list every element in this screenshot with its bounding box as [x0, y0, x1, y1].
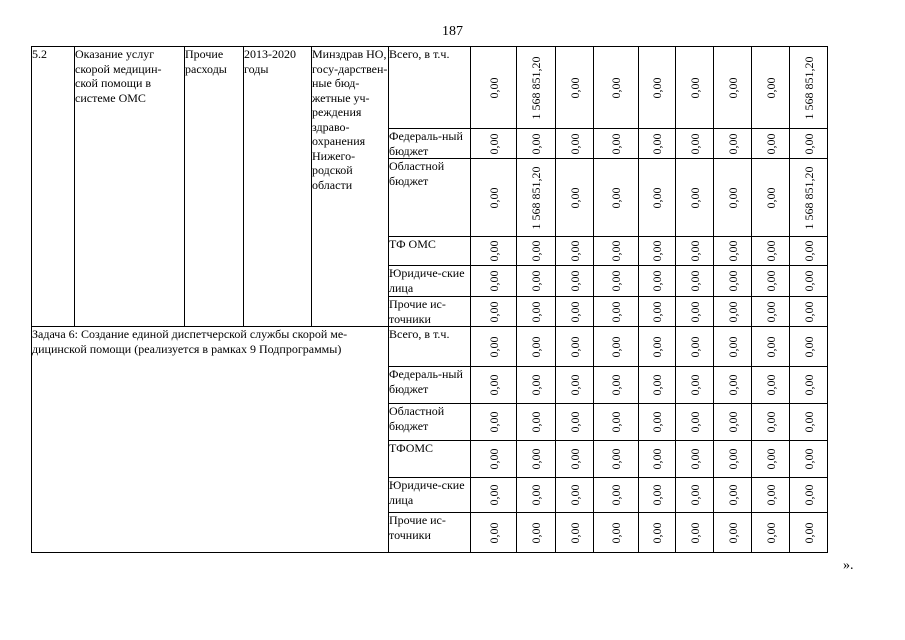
value-text: 1 568 851,20: [529, 166, 543, 229]
value-text: 0,00: [567, 240, 582, 262]
source-label: Прочие ис-точники: [389, 297, 446, 326]
value-text: 0,00: [609, 522, 623, 543]
value-text: 0,00: [650, 187, 664, 208]
value-cell: [517, 478, 556, 513]
value-text: 0,00: [725, 522, 740, 543]
value-cell: [714, 297, 752, 327]
value-text: 0,00: [650, 448, 664, 470]
value-cell: [790, 266, 828, 297]
value-text: 0,00: [687, 301, 702, 322]
table-row: [32, 327, 828, 367]
value-text: 0,00: [567, 411, 582, 433]
value-cell: [639, 47, 676, 129]
value-text: 1 568 851,20: [529, 56, 543, 119]
value-cell: [517, 129, 556, 159]
value-cell: [790, 404, 828, 441]
source-cell: [389, 327, 471, 367]
source-label: Областной бюджет: [389, 404, 445, 433]
item-number: 5.2: [32, 47, 47, 61]
value-cell: [790, 327, 828, 367]
value-cell: [556, 237, 594, 266]
value-cell: [594, 129, 639, 159]
value-text: 0,00: [725, 374, 740, 396]
source-label: Всего, в т.ч.: [389, 327, 450, 341]
value-cell: [471, 159, 517, 237]
value-text: 0,00: [567, 374, 582, 396]
value-text: 0,00: [650, 522, 664, 543]
value-text: 0,00: [801, 270, 816, 292]
value-text: 0,00: [725, 448, 740, 470]
value-text: 0,00: [801, 411, 816, 433]
value-cell: [556, 327, 594, 367]
value-cell: [594, 159, 639, 237]
source-label: Юридиче-ские лица: [389, 478, 465, 507]
value-text: 0,00: [650, 77, 664, 98]
value-cell: [471, 297, 517, 327]
value-text: 0,00: [529, 374, 543, 396]
value-cell: [517, 297, 556, 327]
value-cell: [714, 513, 752, 553]
value-cell: [471, 404, 517, 441]
value-cell: [517, 513, 556, 553]
value-cell: [556, 266, 594, 297]
value-cell: [752, 129, 790, 159]
value-text: 0,00: [486, 336, 501, 357]
budget-table-body: [32, 47, 828, 553]
value-cell: [790, 237, 828, 266]
item-expense-type-cell: [185, 47, 244, 327]
value-cell: [517, 266, 556, 297]
value-text: 0,00: [567, 133, 582, 154]
value-text: 0,00: [609, 133, 623, 154]
value-cell: [556, 404, 594, 441]
value-text: 0,00: [529, 484, 543, 506]
value-cell: [676, 513, 714, 553]
value-text: 0,00: [650, 411, 664, 433]
value-text: 0,00: [763, 411, 778, 433]
closing-quote: ».: [843, 558, 854, 573]
value-text: 0,00: [567, 484, 582, 506]
value-cell: [790, 513, 828, 553]
value-text: 0,00: [763, 484, 778, 506]
value-cell: [556, 129, 594, 159]
value-text: 0,00: [763, 374, 778, 396]
value-cell: [714, 129, 752, 159]
value-cell: [639, 297, 676, 327]
value-text: 0,00: [486, 77, 501, 98]
value-text: 0,00: [609, 270, 623, 292]
value-text: 0,00: [650, 301, 664, 322]
value-text: 1 568 851,20: [801, 166, 816, 229]
value-text: 0,00: [650, 240, 664, 262]
value-text: 0,00: [763, 187, 778, 208]
value-cell: [594, 367, 639, 404]
value-cell: [790, 129, 828, 159]
value-text: 0,00: [801, 301, 816, 322]
value-text: 0,00: [725, 133, 740, 154]
value-text: 0,00: [725, 411, 740, 433]
source-cell: [389, 441, 471, 478]
source-label: Прочие ис-точники: [389, 513, 446, 542]
value-text: 0,00: [486, 374, 501, 396]
value-text: 0,00: [486, 270, 501, 292]
value-text: 0,00: [725, 77, 740, 98]
value-cell: [676, 159, 714, 237]
value-text: 0,00: [725, 187, 740, 208]
value-text: 0,00: [567, 301, 582, 322]
value-cell: [639, 327, 676, 367]
value-cell: [790, 159, 828, 237]
value-cell: [639, 404, 676, 441]
value-text: 0,00: [529, 411, 543, 433]
value-text: 0,00: [609, 448, 623, 470]
value-cell: [714, 441, 752, 478]
value-cell: [639, 237, 676, 266]
value-cell: [639, 367, 676, 404]
value-text: 0,00: [529, 336, 543, 357]
value-cell: [517, 47, 556, 129]
value-cell: [594, 47, 639, 129]
value-text: 0,00: [687, 77, 702, 98]
value-text: 0,00: [763, 133, 778, 154]
source-cell: [389, 367, 471, 404]
value-text: 0,00: [567, 336, 582, 357]
value-cell: [639, 266, 676, 297]
value-cell: [471, 441, 517, 478]
value-text: 0,00: [529, 270, 543, 292]
source-cell: [389, 478, 471, 513]
value-text: 0,00: [567, 187, 582, 208]
source-label: Областной бюджет: [389, 159, 445, 188]
value-cell: [676, 266, 714, 297]
value-cell: [752, 367, 790, 404]
value-text: 0,00: [609, 77, 623, 98]
value-cell: [517, 367, 556, 404]
value-text: 0,00: [529, 522, 543, 543]
value-text: 0,00: [687, 240, 702, 262]
value-cell: [790, 297, 828, 327]
value-text: 0,00: [801, 448, 816, 470]
value-cell: [752, 237, 790, 266]
value-cell: [790, 441, 828, 478]
value-cell: [556, 159, 594, 237]
value-text: 0,00: [529, 240, 543, 262]
value-cell: [517, 327, 556, 367]
value-cell: [752, 297, 790, 327]
value-cell: [676, 327, 714, 367]
value-cell: [594, 478, 639, 513]
value-text: 0,00: [801, 484, 816, 506]
value-text: 0,00: [486, 484, 501, 506]
value-cell: [594, 327, 639, 367]
source-cell: [389, 129, 471, 159]
value-cell: [594, 297, 639, 327]
source-cell: [389, 266, 471, 297]
page-number: 187: [442, 24, 463, 39]
value-text: 0,00: [687, 336, 702, 357]
value-cell: [556, 47, 594, 129]
value-text: 0,00: [609, 301, 623, 322]
value-cell: [752, 404, 790, 441]
value-cell: [676, 441, 714, 478]
source-label: Юридиче-ские лица: [389, 266, 465, 295]
value-cell: [594, 237, 639, 266]
value-text: 0,00: [687, 187, 702, 208]
value-text: 0,00: [486, 522, 501, 543]
value-cell: [594, 441, 639, 478]
value-cell: [556, 478, 594, 513]
value-cell: [471, 266, 517, 297]
value-text: 0,00: [763, 448, 778, 470]
source-label: Федераль-ный бюджет: [389, 129, 463, 158]
source-cell: [389, 297, 471, 327]
value-text: 0,00: [609, 336, 623, 357]
value-cell: [517, 441, 556, 478]
item-period: 2013-2020 годы: [244, 47, 296, 76]
value-text: 0,00: [687, 411, 702, 433]
value-cell: [471, 47, 517, 129]
value-cell: [471, 513, 517, 553]
value-cell: [752, 266, 790, 297]
value-text: 0,00: [687, 133, 702, 154]
value-text: 0,00: [650, 336, 664, 357]
value-cell: [594, 404, 639, 441]
value-cell: [790, 47, 828, 129]
source-cell: [389, 159, 471, 237]
source-label: Федераль-ный бюджет: [389, 367, 463, 396]
value-text: 0,00: [687, 448, 702, 470]
value-text: 0,00: [486, 411, 501, 433]
value-text: 0,00: [687, 522, 702, 543]
value-text: 0,00: [801, 374, 816, 396]
value-text: 0,00: [687, 270, 702, 292]
value-cell: [594, 513, 639, 553]
value-text: 0,00: [650, 484, 664, 506]
value-text: 0,00: [486, 240, 501, 262]
value-cell: [676, 478, 714, 513]
value-cell: [471, 327, 517, 367]
value-text: 0,00: [725, 336, 740, 357]
value-text: 0,00: [725, 301, 740, 322]
value-cell: [752, 47, 790, 129]
value-cell: [556, 367, 594, 404]
value-text: 0,00: [650, 270, 664, 292]
value-cell: [714, 159, 752, 237]
value-text: 0,00: [687, 484, 702, 506]
value-cell: [714, 327, 752, 367]
value-text: 0,00: [529, 448, 543, 470]
source-cell: [389, 47, 471, 129]
value-text: 0,00: [609, 411, 623, 433]
value-text: 0,00: [567, 522, 582, 543]
value-cell: [556, 441, 594, 478]
value-text: 0,00: [725, 240, 740, 262]
value-cell: [714, 367, 752, 404]
value-text: 0,00: [567, 77, 582, 98]
value-text: 0,00: [801, 133, 816, 154]
item-name: Оказание услуг скорой медицин-ской помощи в системе ОМС: [75, 47, 162, 105]
value-text: 0,00: [486, 187, 501, 208]
value-text: 0,00: [687, 374, 702, 396]
value-cell: [676, 237, 714, 266]
source-cell: [389, 513, 471, 553]
source-label: Всего, в т.ч.: [389, 47, 450, 61]
value-cell: [752, 478, 790, 513]
item-period-cell: [244, 47, 312, 327]
value-text: 0,00: [763, 336, 778, 357]
item-name-cell: [75, 47, 185, 327]
value-text: 0,00: [609, 484, 623, 506]
source-label: ТФ ОМС: [389, 237, 436, 251]
value-cell: [752, 327, 790, 367]
source-cell: [389, 404, 471, 441]
value-cell: [639, 129, 676, 159]
value-cell: [752, 513, 790, 553]
value-text: 0,00: [801, 240, 816, 262]
value-cell: [752, 159, 790, 237]
value-text: 0,00: [763, 301, 778, 322]
value-cell: [714, 266, 752, 297]
value-cell: [594, 266, 639, 297]
value-cell: [676, 297, 714, 327]
value-cell: [639, 159, 676, 237]
value-text: 0,00: [725, 270, 740, 292]
value-cell: [471, 367, 517, 404]
table-row: [32, 47, 828, 129]
value-text: 0,00: [529, 301, 543, 322]
value-cell: [517, 159, 556, 237]
value-cell: [714, 478, 752, 513]
item-expense-type: Прочие расходы: [185, 47, 227, 76]
item-executor-cell: [312, 47, 389, 327]
value-cell: [556, 297, 594, 327]
value-text: 0,00: [609, 374, 623, 396]
value-text: 0,00: [486, 301, 501, 322]
value-cell: [676, 367, 714, 404]
value-cell: [517, 237, 556, 266]
task-title: Задача 6: Создание единой диспетчерской службы скорой ме-дицинской помощи (реализуется в рамках 9 Подпрограммы): [32, 327, 348, 356]
value-cell: [714, 237, 752, 266]
value-cell: [714, 47, 752, 129]
value-cell: [714, 404, 752, 441]
value-text: 0,00: [486, 133, 501, 154]
item-executor: Минздрав НО, госу-дарствен-ные бюд-жетные уч-реждения здраво-охранения Нижего-родской области: [312, 47, 388, 192]
value-text: 0,00: [609, 240, 623, 262]
value-cell: [676, 404, 714, 441]
value-text: 0,00: [529, 133, 543, 154]
value-cell: [556, 513, 594, 553]
item-number-cell: [32, 47, 75, 327]
value-cell: [790, 367, 828, 404]
value-text: 0,00: [609, 187, 623, 208]
value-text: 0,00: [763, 522, 778, 543]
value-text: 0,00: [763, 270, 778, 292]
task-title-cell: [32, 327, 389, 553]
value-cell: [639, 513, 676, 553]
value-cell: [676, 47, 714, 129]
value-text: 0,00: [725, 484, 740, 506]
value-cell: [639, 441, 676, 478]
value-cell: [517, 404, 556, 441]
value-cell: [471, 129, 517, 159]
value-text: 0,00: [763, 77, 778, 98]
value-text: 0,00: [567, 448, 582, 470]
value-text: 0,00: [763, 240, 778, 262]
value-text: 0,00: [650, 133, 664, 154]
budget-table: [31, 46, 828, 553]
value-text: 0,00: [801, 336, 816, 357]
source-cell: [389, 237, 471, 266]
value-cell: [471, 237, 517, 266]
value-text: 0,00: [486, 448, 501, 470]
value-text: 0,00: [801, 522, 816, 543]
value-text: 1 568 851,20: [801, 56, 816, 119]
source-label: ТФОМС: [389, 441, 434, 455]
value-cell: [471, 478, 517, 513]
value-text: 0,00: [650, 374, 664, 396]
value-cell: [676, 129, 714, 159]
value-text: 0,00: [567, 270, 582, 292]
value-cell: [790, 478, 828, 513]
value-cell: [639, 478, 676, 513]
value-cell: [752, 441, 790, 478]
